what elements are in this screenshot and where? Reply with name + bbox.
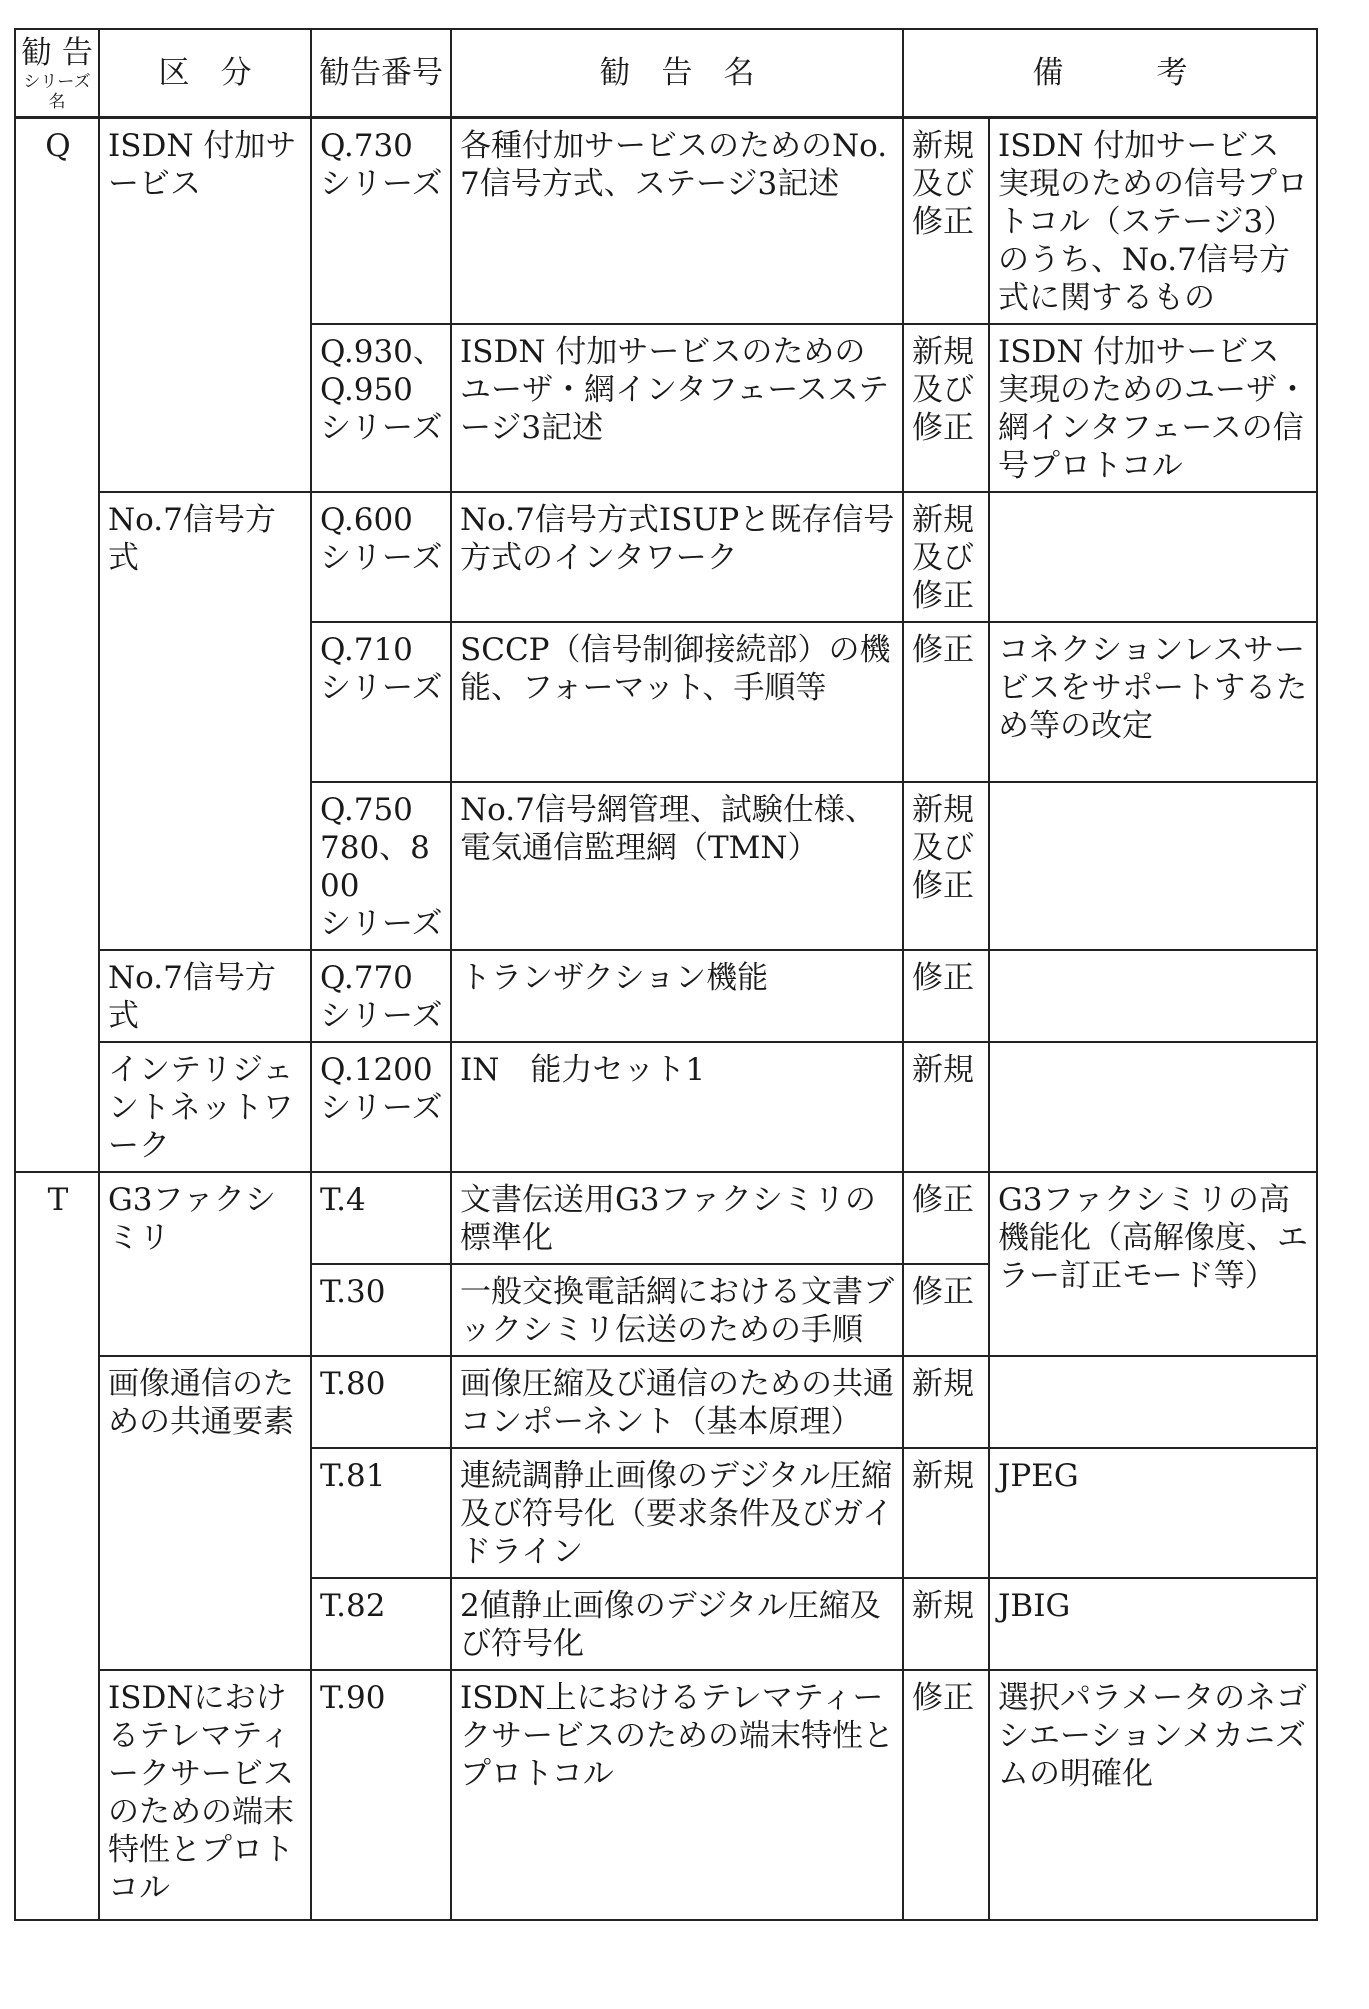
table-row: [15, 1172, 1317, 1264]
table-row: [15, 1356, 1317, 1448]
remarks-cell: ISDN 付加サービス実現のための信号プロトコル（ステージ3）のうち、No.7信号方式に関するもの: [989, 118, 1317, 325]
series-cell: Q: [15, 118, 99, 1173]
name-cell: 2値静止画像のデジタル圧縮及び符号化: [451, 1578, 903, 1670]
name-cell: No.7信号網管理、試験仕様、電気通信監理網（TMN）: [451, 782, 903, 950]
number-cell: T.81: [311, 1448, 451, 1578]
header-row: [15, 29, 1317, 118]
table-row: [15, 118, 1317, 325]
category-cell: No.7信号方式: [99, 492, 311, 950]
name-cell: 連続調静止画像のデジタル圧縮及び符号化（要求条件及びガイドライン: [451, 1448, 903, 1578]
name-cell: トランザクション機能: [451, 950, 903, 1042]
category-cell: インテリジェントネットワーク: [99, 1042, 311, 1172]
header-remarks: [903, 29, 1317, 118]
status-cell: 修正: [903, 1670, 989, 1920]
remarks-cell: ISDN 付加サービス実現のためのユーザ・網インタフェースの信号プロトコル: [989, 324, 1317, 492]
remarks-cell: G3ファクシミリの高機能化（高解像度、エラー訂正モード等）: [989, 1172, 1317, 1356]
header-number: [311, 29, 451, 118]
remarks-cell: [989, 492, 1317, 622]
header-series: [15, 29, 99, 118]
category-cell: No.7信号方式: [99, 950, 311, 1042]
table-row: [15, 1670, 1317, 1920]
header-series-bottom: シリーズ名: [23, 72, 91, 112]
status-cell: 新規: [903, 1578, 989, 1670]
status-cell: 修正: [903, 622, 989, 782]
status-cell: 修正: [903, 1264, 989, 1356]
name-cell: 画像圧縮及び通信のための共通コンポーネント（基本原理）: [451, 1356, 903, 1448]
remarks-cell: コネクションレスサービスをサポートするため等の改定: [989, 622, 1317, 782]
table-row: [15, 950, 1317, 1042]
name-cell: 一般交換電話網における文書ブックシミリ伝送のための手順: [451, 1264, 903, 1356]
status-cell: 修正: [903, 1172, 989, 1264]
number-cell: T.80: [311, 1356, 451, 1448]
number-cell: Q.710 シリーズ: [311, 622, 451, 782]
name-cell: SCCP（信号制御接続部）の機能、フォーマット、手順等: [451, 622, 903, 782]
table-row: [15, 1042, 1317, 1172]
header-name: [451, 29, 903, 118]
number-cell: Q.730 シリーズ: [311, 118, 451, 325]
remarks-cell: [989, 1042, 1317, 1172]
header-series-top: 勧 告: [21, 35, 93, 71]
remarks-cell: [989, 950, 1317, 1042]
series-cell: T: [15, 1172, 99, 1920]
status-cell: 新規: [903, 1042, 989, 1172]
category-cell: ISDN 付加サービス: [99, 118, 311, 493]
header-number-label: 勧告番号: [319, 55, 443, 91]
number-cell: T.90: [311, 1670, 451, 1920]
number-cell: Q.1200 シリーズ: [311, 1042, 451, 1172]
status-cell: 修正: [903, 950, 989, 1042]
remarks-cell: JPEG: [989, 1448, 1317, 1578]
name-cell: ISDN 付加サービスのためのユーザ・網インタフェースステージ3記述: [451, 324, 903, 492]
table-row: [15, 492, 1317, 622]
name-cell: 各種付加サービスのためのNo.7信号方式、ステージ3記述: [451, 118, 903, 325]
category-cell: ISDNにおけるテレマティークサービスのための端末特性とプロトコル: [99, 1670, 311, 1920]
remarks-cell: JBIG: [989, 1578, 1317, 1670]
status-cell: 新規 及び 修正: [903, 118, 989, 325]
number-cell: Q.600 シリーズ: [311, 492, 451, 622]
recommendation-table: [14, 28, 1318, 1921]
name-cell: No.7信号方式ISUPと既存信号方式のインタワーク: [451, 492, 903, 622]
header-category: [99, 29, 311, 118]
category-cell: 画像通信のための共通要素: [99, 1356, 311, 1670]
remarks-cell: 選択パラメータのネゴシエーションメカニズムの明確化: [989, 1670, 1317, 1920]
name-cell: 文書伝送用G3ファクシミリの標準化: [451, 1172, 903, 1264]
category-cell: G3ファクシミリ: [99, 1172, 311, 1356]
remarks-cell: [989, 1356, 1317, 1448]
name-cell: ISDN上におけるテレマティークサービスのための端末特性とプロトコル: [451, 1670, 903, 1920]
remarks-cell: [989, 782, 1317, 950]
status-cell: 新規 及び 修正: [903, 492, 989, 622]
number-cell: T.30: [311, 1264, 451, 1356]
number-cell: Q.750 780、800 シリーズ: [311, 782, 451, 950]
number-cell: T.4: [311, 1172, 451, 1264]
status-cell: 新規: [903, 1448, 989, 1578]
status-cell: 新規 及び 修正: [903, 324, 989, 492]
status-cell: 新規: [903, 1356, 989, 1448]
header-remarks-label: 備 考: [1032, 55, 1188, 91]
number-cell: Q.930、 Q.950 シリーズ: [311, 324, 451, 492]
number-cell: Q.770 シリーズ: [311, 950, 451, 1042]
name-cell: IN 能力セット1: [451, 1042, 903, 1172]
status-cell: 新規 及び 修正: [903, 782, 989, 950]
header-category-label: 区 分: [158, 55, 252, 91]
number-cell: T.82: [311, 1578, 451, 1670]
header-name-label: 勧 告 名: [599, 55, 755, 91]
